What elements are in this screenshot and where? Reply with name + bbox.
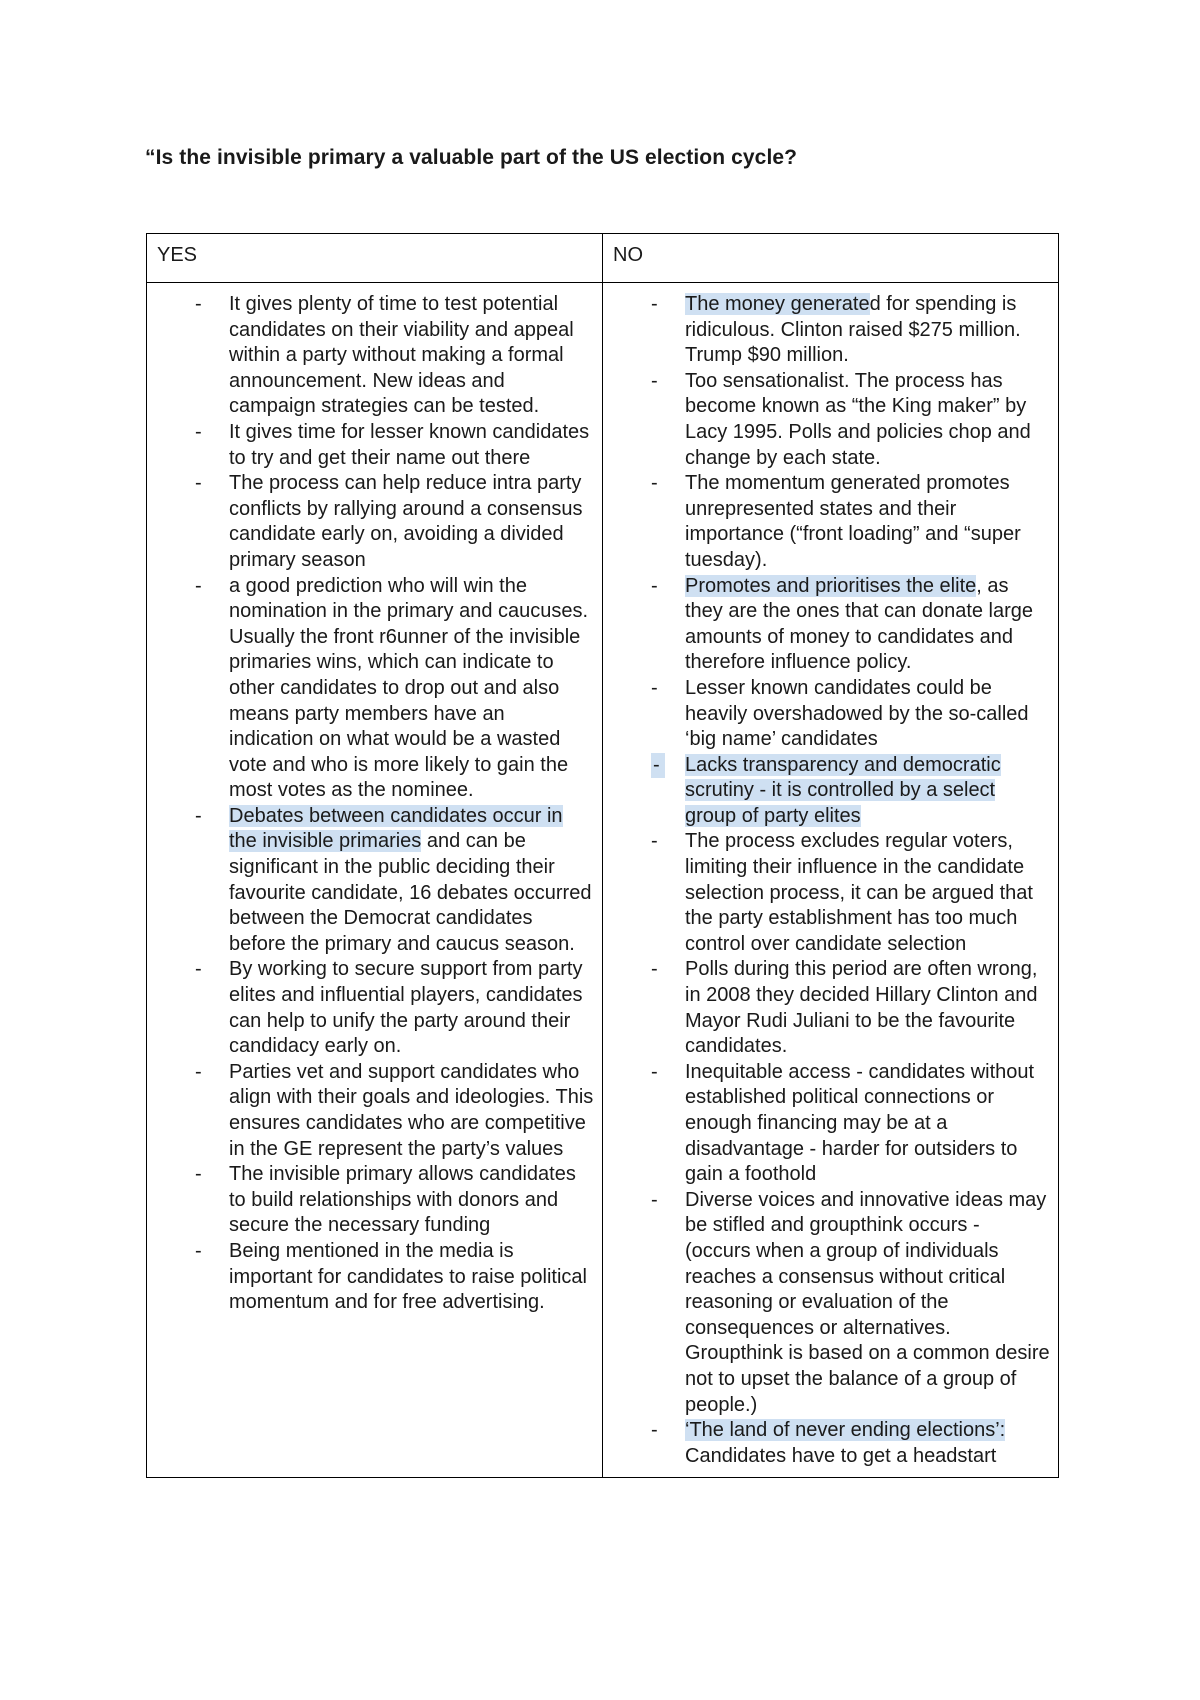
table-header-row xyxy=(147,234,1059,283)
no-point xyxy=(603,1060,1050,1188)
yes-point xyxy=(147,957,594,1059)
no-column-cell xyxy=(603,283,1059,1478)
no-point xyxy=(603,957,1050,1059)
yes-point xyxy=(147,1239,594,1316)
no-point xyxy=(603,369,1050,471)
highlighted-text: Promotes and prioritises the elite xyxy=(685,574,977,597)
point-text: The process excludes regular voters, limiting their influence in the candidate selection process, it can be argued that the party establishment has too much control over candidate selection xyxy=(685,830,1033,955)
yes-no-table xyxy=(146,233,1059,1478)
yes-point xyxy=(147,471,594,573)
no-point xyxy=(603,574,1050,676)
no-point-list xyxy=(603,292,1050,1469)
yes-point xyxy=(147,292,594,420)
point-text: Lesser known candidates could be heavily overshadowed by the so-called ‘big name’ candidates xyxy=(685,676,1029,751)
highlighted-text: Debates between candidates occur in the invisible primaries xyxy=(229,804,563,853)
point-text: It gives time for lesser known candidates to try and get their name out there xyxy=(229,420,590,469)
point-text: d for spending is ridiculous. Clinton raised $275 million. Trump $90 million. xyxy=(685,293,1021,367)
point-text: Candidates have to get a headstart xyxy=(685,1444,997,1467)
no-point xyxy=(603,1188,1050,1418)
no-point xyxy=(603,676,1050,753)
highlighted-text: ‘The land of never ending elections’: xyxy=(685,1419,1006,1442)
page-title: “Is the invisible primary a valuable part of the US election cycle? xyxy=(145,146,798,169)
no-column-header: NO xyxy=(603,234,1059,283)
point-text: Polls during this period are often wrong, in 2008 they decided Hillary Clinton and Mayor Rudi Juliani to be the favourite candidates. xyxy=(685,958,1038,1058)
point-text: Too sensationalist. The process has become known as “the King maker” by Lacy 1995. Polls and policies chop and change by each state. xyxy=(685,369,1031,469)
no-point xyxy=(603,1418,1050,1469)
no-point xyxy=(603,829,1050,957)
no-point xyxy=(603,753,1050,830)
yes-column-cell xyxy=(147,283,603,1478)
table-body-row xyxy=(147,283,1059,1478)
point-text: The process can help reduce intra party conflicts by rallying around a consensus candidate early on, avoiding a divided primary season xyxy=(229,472,583,571)
no-point xyxy=(603,292,1050,369)
point-text: Inequitable access - candidates without established political connections or enough financing may be at a disadvantage - harder for outsiders to gain a foothold xyxy=(685,1060,1035,1186)
point-text: , as they are the ones that can donate large amounts of money to candidates and therefore influence policy. xyxy=(685,574,1034,674)
point-text: a good prediction who will win the nomination in the primary and caucuses. Usually the front r6unner of the invisible primaries wins, which can indicate to other candidates to drop out and also means party members have an indication on what would be a wasted vote and who is more likely to gain the most votes as the nominee. xyxy=(229,574,589,802)
yes-point xyxy=(147,804,594,958)
yes-point-list xyxy=(147,292,594,1316)
point-text: The invisible primary allows candidates to build relationships with donors and secure the necessary funding xyxy=(229,1163,576,1237)
highlighted-text: Lacks transparency and democratic scrutiny - it is controlled by a select group of party elites xyxy=(685,753,1001,827)
highlighted-text: The money generate xyxy=(685,293,870,315)
yes-point xyxy=(147,420,594,471)
point-text: Parties vet and support candidates who align with their goals and ideologies. This ensures candidates who are competitive in the GE represent the party’s values xyxy=(229,1060,594,1160)
yes-point xyxy=(147,574,594,804)
yes-point xyxy=(147,1162,594,1239)
point-text: Diverse voices and innovative ideas may be stifled and groupthink occurs - (occurs when a group of individuals reaches a consensus without critical reasoning or evaluation of the consequences or alternatives. Groupthink is based on a common desire not to upset the balance of a group of people.) xyxy=(685,1188,1050,1416)
point-text: Being mentioned in the media is important for candidates to raise political momentum and for free advertising. xyxy=(229,1239,587,1314)
point-text: The momentum generated promotes unrepresented states and their importance (“front loading” and “super tuesday). xyxy=(685,472,1021,571)
yes-column-header: YES xyxy=(147,234,603,283)
no-point xyxy=(603,471,1050,573)
point-text: and can be significant in the public deciding their favourite candidate, 16 debates occurred between the Democrat candidates before the primary and caucus season. xyxy=(229,830,592,955)
point-text: It gives plenty of time to test potential candidates on their viability and appeal within a party without making a formal announcement. New ideas and campaign strategies can be tested. xyxy=(229,293,574,418)
point-text: By working to secure support from party elites and influential players, candidates can help to unify the party around their candidacy early on. xyxy=(229,958,583,1058)
yes-point xyxy=(147,1060,594,1162)
